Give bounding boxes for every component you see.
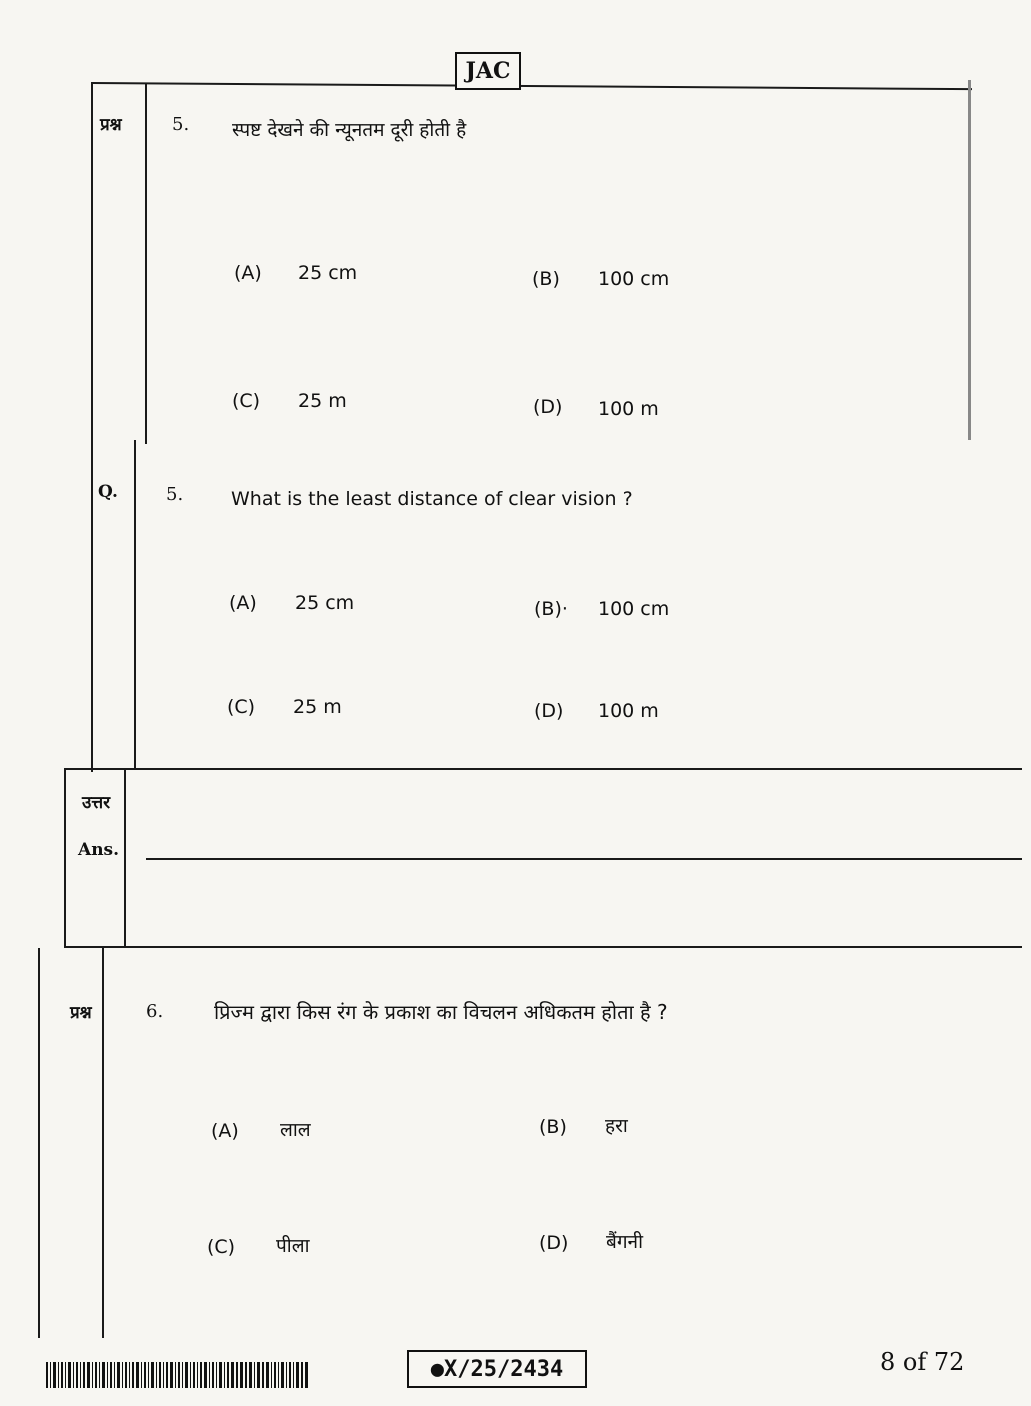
option-letter-d-q6: (D) (539, 1232, 569, 1254)
label-column-divider (145, 84, 147, 444)
hindi-question-label: प्रश्न (100, 115, 122, 135)
option-text-c-en: 25 m (293, 696, 342, 718)
paper-code-box: ●X/25/2434 (407, 1350, 587, 1388)
option-letter-a: (A) (234, 262, 262, 284)
outer-left-border-lower (64, 770, 66, 948)
answer-space[interactable] (148, 772, 1008, 856)
option-letter-a-q6: (A) (211, 1120, 239, 1142)
label-column-divider-q6 (102, 948, 104, 1338)
option-text-c: 25 m (298, 390, 347, 412)
option-letter-b-q6: (B) (539, 1116, 567, 1138)
right-border-line (968, 80, 971, 440)
question-number: 5. (172, 114, 190, 135)
question-text-english: What is the least distance of clear vision ? (231, 488, 633, 510)
question-number-en: 5. (166, 484, 184, 505)
english-question-label: Q. (98, 482, 118, 502)
answer-label-hindi: उत्तर (82, 793, 111, 813)
answer-writing-line (146, 858, 1022, 860)
outer-left-border-bottom (38, 948, 40, 1338)
option-text-a: 25 cm (298, 262, 358, 284)
option-letter-b: (B) (532, 268, 560, 290)
question-text-hindi-6: प्रिज्म द्वारा किस रंग के प्रकाश का विचलन अधिकतम होता है ? (214, 1000, 668, 1024)
page-number: 8 of 72 (880, 1348, 965, 1376)
option-letter-d: (D) (533, 396, 563, 418)
option-letter-b-en: (B)· (534, 598, 568, 620)
option-text-b-q6: हरा (605, 1115, 628, 1137)
top-border-line (92, 82, 972, 90)
option-letter-c: (C) (232, 390, 261, 412)
option-text-a-q6: लाल (280, 1119, 311, 1141)
answer-label-english: Ans. (78, 840, 120, 860)
option-letter-c-en: (C) (227, 696, 256, 718)
option-text-d-q6: बैंगनी (606, 1231, 644, 1253)
jac-header-badge: JAC (455, 52, 521, 90)
option-letter-c-q6: (C) (207, 1236, 236, 1258)
option-text-b-en: 100 cm (598, 598, 670, 620)
option-letter-a-en: (A) (229, 592, 257, 614)
label-column-divider-ans (124, 770, 126, 948)
outer-left-border (91, 82, 93, 772)
hindi-question-label-6: प्रश्न (70, 1003, 92, 1023)
option-text-c-q6: पीला (276, 1235, 310, 1257)
option-text-d-en: 100 m (598, 700, 659, 722)
question-text-hindi: स्पष्ट देखने की न्यूनतम दूरी होती है (232, 119, 467, 141)
option-text-a-en: 25 cm (295, 592, 355, 614)
option-letter-d-en: (D) (534, 700, 564, 722)
barcode-image (46, 1362, 308, 1388)
option-text-d: 100 m (598, 398, 659, 420)
answer-top-line (64, 768, 1022, 770)
label-column-divider-mid (134, 440, 136, 770)
question-number-6: 6. (146, 1001, 164, 1022)
answer-bottom-line (64, 946, 1022, 948)
option-text-b: 100 cm (598, 268, 670, 290)
